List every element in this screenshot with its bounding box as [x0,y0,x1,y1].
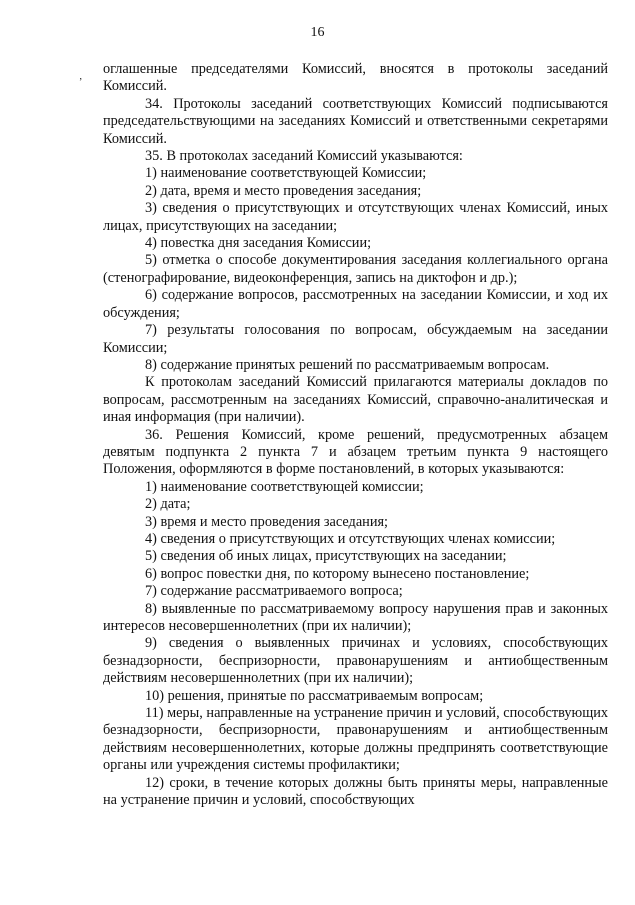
document-body [103,61,608,809]
paragraph: 3) сведения о присутствующих и отсутствующих членах Комиссий, иных лицах, присутствующих на заседании; [103,200,608,234]
paragraph: 11) меры, направленные на устранение причин и условий, способствующих безнадзорности, беспризорности, правонарушениям и антиобщественным действиям несовершеннолетних, которые должны предпринять соответствующие органы или учреждения системы профилактики; [103,705,608,774]
paragraph: 7) результаты голосования по вопросам, обсуждаемым на заседании Комиссии; [103,322,608,356]
paragraph: 10) решения, принятые по рассматриваемым вопросам; [145,687,484,704]
paragraph: 8) выявленные по рассматриваемому вопросу нарушения прав и законных интересов несовершеннолетних (при их наличии); [103,600,608,634]
paragraph: 35. В протоколах заседаний Комиссий указываются: [145,148,463,165]
page-number: 16 [310,25,325,40]
paragraph: 1) наименование соответствующей комиссии; [145,478,424,495]
paragraph: 6) вопрос повестки дня, по которому вынесено постановление; [145,565,530,582]
paragraph: оглашенные председателями Комиссий, вносятся в протоколы заседаний Комиссий. [103,61,608,95]
paragraph: 5) отметка о способе документирования заседания коллегиального органа (стенографирование, видеоконференция, запись на диктофон и др.); [103,252,608,286]
paragraph: 1) наименование соответствующей Комиссии; [145,165,427,182]
paragraph: 4) сведения о присутствующих и отсутствующих членах комиссии; [145,530,556,547]
paragraph: 2) дата, время и место проведения заседания; [145,182,422,199]
paragraph: 8) содержание принятых решений по рассматриваемым вопросам. [145,356,550,373]
paragraph: К протоколам заседаний Комиссий прилагаются материалы докладов по вопросам, рассмотренным на заседаниях Комиссий, справочно-аналитическая и иная информация (при наличии). [103,374,608,426]
paragraph: 7) содержание рассматриваемого вопроса; [145,583,403,600]
paragraph: 36. Решения Комиссий, кроме решений, предусмотренных абзацем девятым подпункта 2 пункта 7 и абзацем третьим пункта 9 настоящего Положения, оформляются в форме постановлений, в которых указываются: [103,426,608,478]
paragraph: 3) время и место проведения заседания; [145,513,389,530]
paragraph: 4) повестка дня заседания Комиссии; [145,235,372,252]
paragraph: 34. Протоколы заседаний соответствующих Комиссий подписываются председательствующими на заседаниях Комиссий и ответственными секретарями Комиссий. [103,95,608,147]
paragraph: 5) сведения об иных лицах, присутствующих на заседании; [145,548,507,565]
paragraph: 2) дата; [145,496,191,513]
margin-mark: ‚ [79,71,83,82]
paragraph: 6) содержание вопросов, рассмотренных на заседании Комиссии, и ход их обсуждения; [103,287,608,321]
paragraph: 9) сведения о выявленных причинах и условиях, способствующих безнадзорности, беспризорности, правонарушениям и антиобщественным действиям несовершеннолетних (при их наличии); [103,635,608,687]
paragraph: 12) сроки, в течение которых должны быть приняты меры, направленные на устранение причин и условий, способствующих [103,774,608,809]
